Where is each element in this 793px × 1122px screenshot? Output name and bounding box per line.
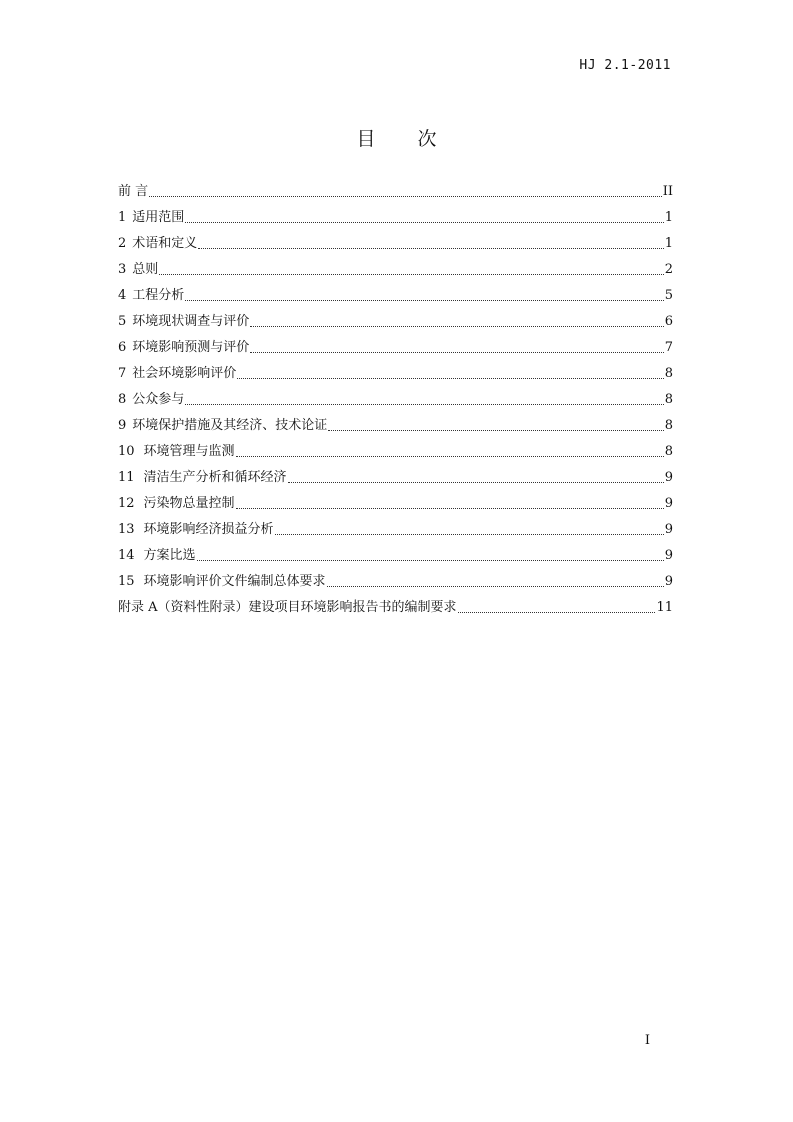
toc-leader-dots: [149, 195, 662, 197]
toc-entry-number: 4: [118, 288, 127, 303]
toc-entry-9[interactable]: [118, 410, 673, 436]
toc-leader-dots: [237, 377, 663, 379]
toc-entry-page: II: [662, 184, 673, 199]
toc-entry-label: 环境影响评价文件编制总体要求: [143, 574, 326, 589]
toc-entry-11[interactable]: [118, 462, 673, 488]
toc-leader-dots: [159, 273, 663, 275]
toc-entry-3[interactable]: [118, 254, 673, 280]
toc-entry-page: 9: [664, 522, 673, 537]
toc-entry-13[interactable]: [118, 514, 673, 540]
toc-leader-dots: [236, 507, 664, 509]
page-title: 目 次: [356, 128, 455, 150]
toc-entry-page: 9: [664, 496, 673, 511]
toc-entry-appendix-a[interactable]: [118, 592, 673, 618]
toc-entry-label: 社会环境影响评价: [132, 366, 237, 381]
toc-entry-page: 1: [664, 236, 673, 251]
standard-code: HJ 2.1-2011: [579, 58, 671, 73]
toc-entry-page: 9: [664, 548, 673, 563]
toc-entry-number: 13: [118, 522, 135, 537]
toc-leader-dots: [327, 585, 664, 587]
toc-entry-1[interactable]: [118, 202, 673, 228]
toc-entry-page: 8: [664, 366, 673, 381]
toc-entry-label: 环境保护措施及其经济、技术论证: [132, 418, 328, 433]
toc-entry-page: 8: [664, 392, 673, 407]
toc-entry-number: 12: [118, 496, 135, 511]
toc-leader-dots: [275, 533, 664, 535]
toc-leader-dots: [328, 429, 663, 431]
toc-leader-dots: [185, 403, 663, 405]
toc-entry-number: 9: [118, 418, 127, 433]
toc-entry-page: 11: [656, 600, 673, 615]
toc-entry-7[interactable]: [118, 358, 673, 384]
toc-entry-15[interactable]: [118, 566, 673, 592]
toc-entry-page: 8: [664, 444, 673, 459]
toc-entry-label: 污染物总量控制: [143, 496, 235, 511]
toc-entry-number: 1: [118, 210, 127, 225]
toc-entry-6[interactable]: [118, 332, 673, 358]
toc-leader-dots: [197, 559, 664, 561]
table-of-contents: [118, 176, 673, 618]
toc-leader-dots: [288, 481, 664, 483]
toc-entry-number: 7: [118, 366, 127, 381]
toc-entry-4[interactable]: [118, 280, 673, 306]
toc-entry-5[interactable]: [118, 306, 673, 332]
toc-entry-label: 环境影响经济损益分析: [143, 522, 274, 537]
toc-entry-page: 7: [664, 340, 673, 355]
toc-entry-8[interactable]: [118, 384, 673, 410]
toc-entry-page: 8: [664, 418, 673, 433]
toc-entry-label: 环境现状调查与评价: [132, 314, 250, 329]
toc-entry-number: 11: [118, 470, 135, 485]
toc-entry-label: 附录 A（资料性附录）建设项目环境影响报告书的编制要求: [118, 600, 457, 615]
toc-entry-number: 10: [118, 444, 135, 459]
toc-entry-12[interactable]: [118, 488, 673, 514]
toc-entry-10[interactable]: [118, 436, 673, 462]
toc-leader-dots: [185, 221, 663, 223]
toc-entry-label: 前 言: [118, 184, 149, 199]
toc-leader-dots: [198, 247, 663, 249]
toc-entry-label: 适用范围: [132, 210, 185, 225]
toc-entry-page: 1: [664, 210, 673, 225]
toc-entry-number: 15: [118, 574, 135, 589]
toc-entry-preface[interactable]: [118, 176, 673, 202]
toc-entry-page: 9: [664, 470, 673, 485]
toc-leader-dots: [236, 455, 664, 457]
footer-page-number: I: [644, 1033, 650, 1048]
toc-entry-page: 5: [664, 288, 673, 303]
toc-leader-dots: [185, 299, 663, 301]
toc-entry-label: 总则: [132, 262, 159, 277]
toc-entry-label: 方案比选: [143, 548, 196, 563]
toc-entry-number: 6: [118, 340, 127, 355]
toc-entry-page: 2: [664, 262, 673, 277]
toc-entry-number: 3: [118, 262, 127, 277]
toc-entry-number: 2: [118, 236, 127, 251]
toc-entry-2[interactable]: [118, 228, 673, 254]
toc-entry-number: 5: [118, 314, 127, 329]
toc-leader-dots: [458, 611, 656, 613]
toc-entry-label: 环境管理与监测: [143, 444, 235, 459]
toc-leader-dots: [250, 325, 663, 327]
toc-entry-page: 9: [664, 574, 673, 589]
toc-entry-label: 公众参与: [132, 392, 185, 407]
toc-entry-label: 环境影响预测与评价: [132, 340, 250, 355]
toc-entry-14[interactable]: [118, 540, 673, 566]
toc-entry-number: 8: [118, 392, 127, 407]
toc-entry-label: 清洁生产分析和循环经济: [143, 470, 287, 485]
toc-entry-label: 术语和定义: [132, 236, 198, 251]
toc-entry-number: 14: [118, 548, 135, 563]
toc-entry-label: 工程分析: [132, 288, 185, 303]
toc-entry-page: 6: [664, 314, 673, 329]
toc-leader-dots: [250, 351, 663, 353]
